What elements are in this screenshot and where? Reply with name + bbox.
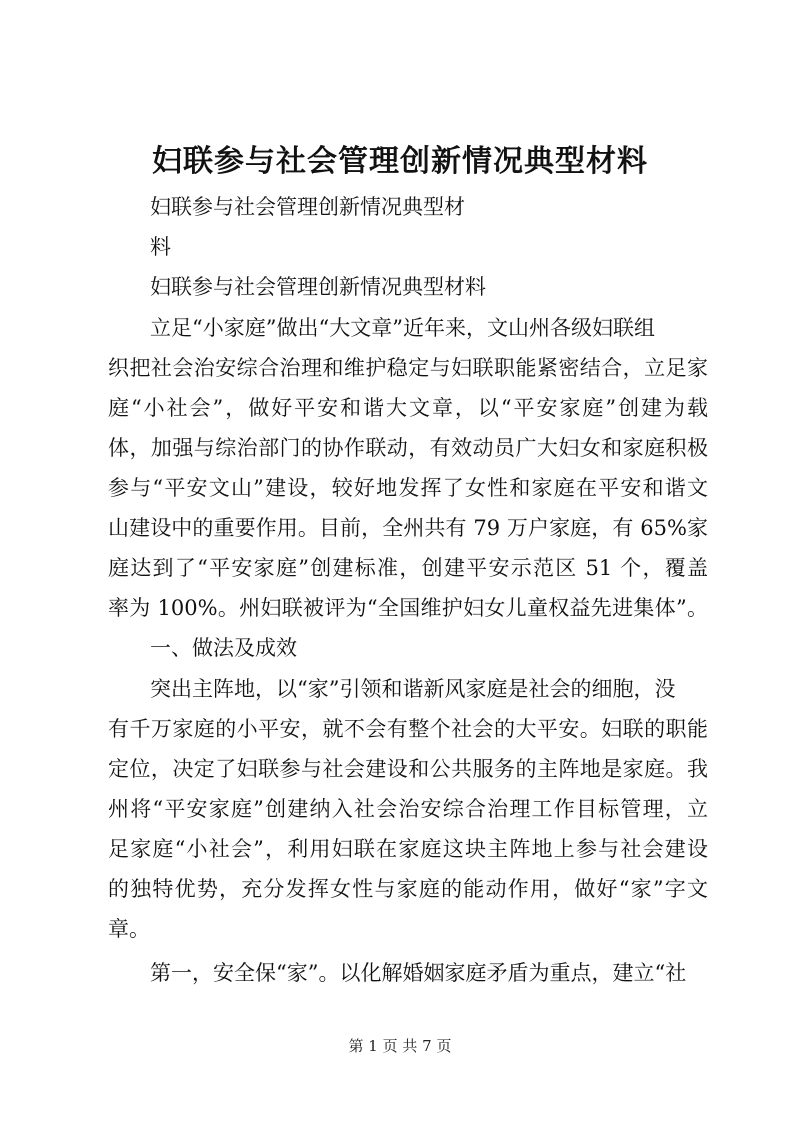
- paragraph-line: 体，加强与综治部门的协作联动，有效动员广大妇女和家庭积极: [108, 436, 708, 460]
- paragraph-line: 山建设中的重要作用。目前，全州共有 79 万户家庭，有 65%家: [108, 516, 708, 540]
- paragraph-line: 定位，决定了妇联参与社会建设和公共服务的主阵地是家庭。我: [108, 757, 708, 781]
- paragraph-line: 章。: [108, 917, 150, 941]
- paragraph-line: 州将“平安家庭”创建纳入社会治安综合治理工作目标管理，立: [108, 797, 708, 821]
- paragraph-line: 足家庭“小社会”，利用妇联在家庭这块主阵地上参与社会建设: [108, 837, 708, 861]
- paragraph-line: 有千万家庭的小平安，就不会有整个社会的大平安。妇联的职能: [108, 717, 708, 741]
- paragraph-line: 织把社会治安综合治理和维护稳定与妇联职能紧密结合，立足家: [108, 356, 708, 380]
- paragraph-line: 第一，安全保“家”。以化解婚姻家庭矛盾为重点，建立“社: [150, 961, 687, 985]
- paragraph-line: 庭达到了“平安家庭”创建标准，创建平安示范区 51 个，覆盖: [108, 556, 708, 580]
- document-title: 妇联参与社会管理创新情况典型材料: [152, 144, 648, 179]
- paragraph-line: 妇联参与社会管理创新情况典型材料: [150, 275, 486, 299]
- paragraph-line: 料: [150, 235, 171, 259]
- paragraph-line: 率为 100%。州妇联被评为“全国维护妇女儿童权益先进集体”。: [108, 596, 708, 620]
- paragraph-line: 的独特优势，充分发挥女性与家庭的能动作用，做好“家”字文: [108, 877, 708, 901]
- paragraph-line: 庭“小社会”，做好平安和谐大文章，以“平安家庭”创建为载: [108, 396, 708, 420]
- page-number: 第 1 页 共 7 页: [348, 1037, 452, 1055]
- paragraph-line: 立足“小家庭”做出“大文章”近年来，文山州各级妇联组: [150, 316, 655, 340]
- paragraph-line: 突出主阵地，以“家”引领和谐新风家庭是社会的细胞，没: [150, 677, 676, 701]
- paragraph-line: 参与“平安文山”建设，较好地发挥了女性和家庭在平安和谐文: [108, 476, 708, 500]
- section-heading: 一、做法及成效: [150, 636, 297, 660]
- paragraph-line: 妇联参与社会管理创新情况典型材: [150, 195, 465, 219]
